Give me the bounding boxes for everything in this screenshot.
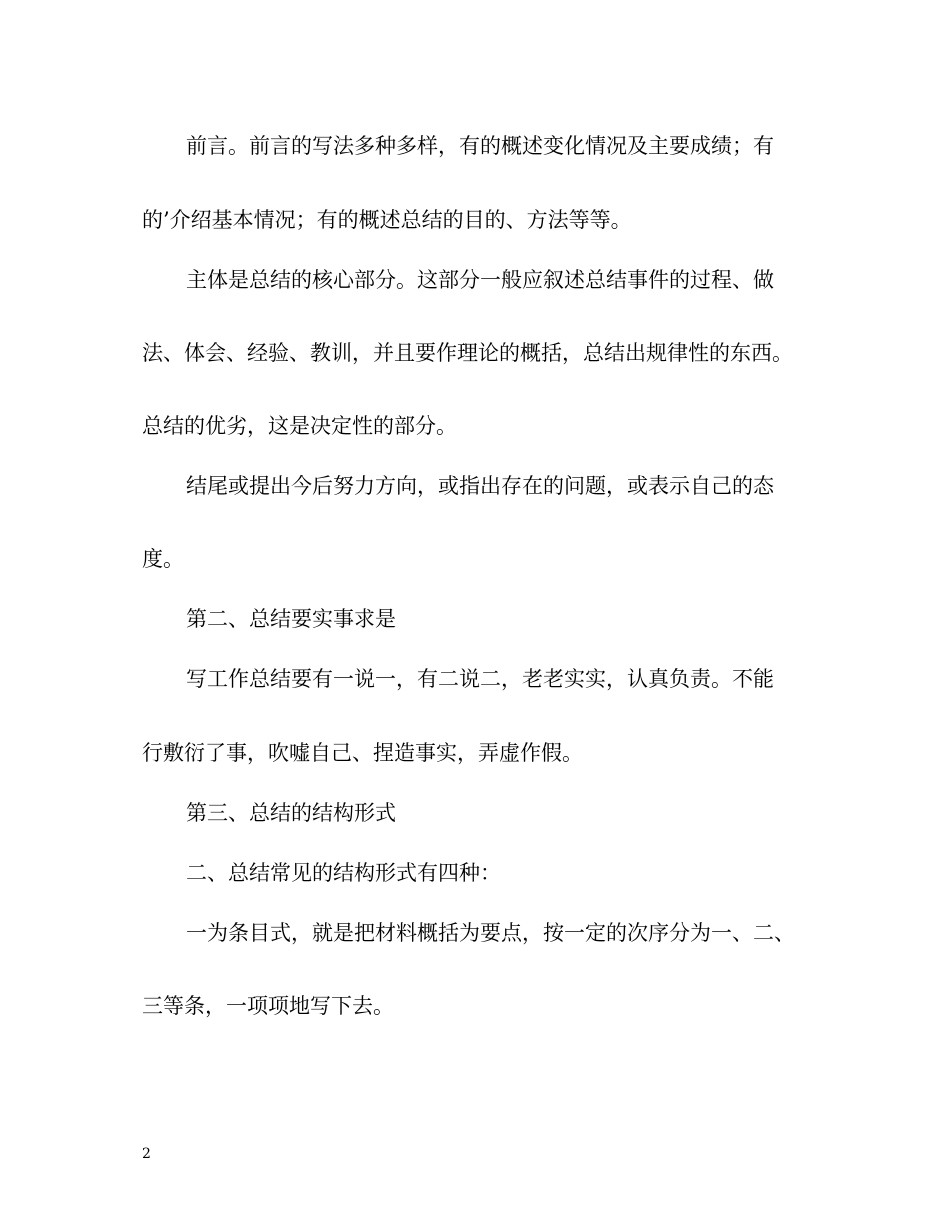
paragraph-2-line-1: 主体是总结的核心部分。这部分一般应叙述总结事件的过程、做 xyxy=(186,268,774,292)
paragraph-1-line-2: 的’介绍基本情况；有的概述总结的目的、方法等等。 xyxy=(142,208,632,232)
paragraph-5-line-2: 行敷衍了事，吹嘘自己、捏造事实，弄虚作假。 xyxy=(142,741,583,765)
paragraph-2-line-3: 总结的优劣，这是决定性的部分。 xyxy=(142,414,457,438)
paragraph-7-line-1: 二、总结常见的结构形式有四种： xyxy=(186,861,501,885)
paragraph-8-line-2: 三等条，一项项地写下去。 xyxy=(142,994,394,1018)
paragraph-8-line-1: 一为条目式，就是把材料概括为要点，按一定的次序分为一、二、 xyxy=(186,921,795,945)
paragraph-2-line-2: 法、体会、经验、教训，并且要作理论的概括，总结出规律性的东西。 xyxy=(142,341,793,365)
paragraph-3-line-2: 度。 xyxy=(142,547,184,571)
section-heading-2: 第二、总结要实事求是 xyxy=(186,607,396,631)
paragraph-5-line-1: 写工作总结要有一说一，有二说二，老老实实，认真负责。不能 xyxy=(186,667,774,691)
section-heading-3: 第三、总结的结构形式 xyxy=(186,801,396,825)
page-number: 2 xyxy=(142,1146,151,1162)
paragraph-3-line-1: 结尾或提出今后努力方向，或指出存在的问题，或表示自己的态 xyxy=(186,474,774,498)
paragraph-1-line-1: 前言。前言的写法多种多样，有的概述变化情况及主要成绩；有 xyxy=(186,134,774,158)
